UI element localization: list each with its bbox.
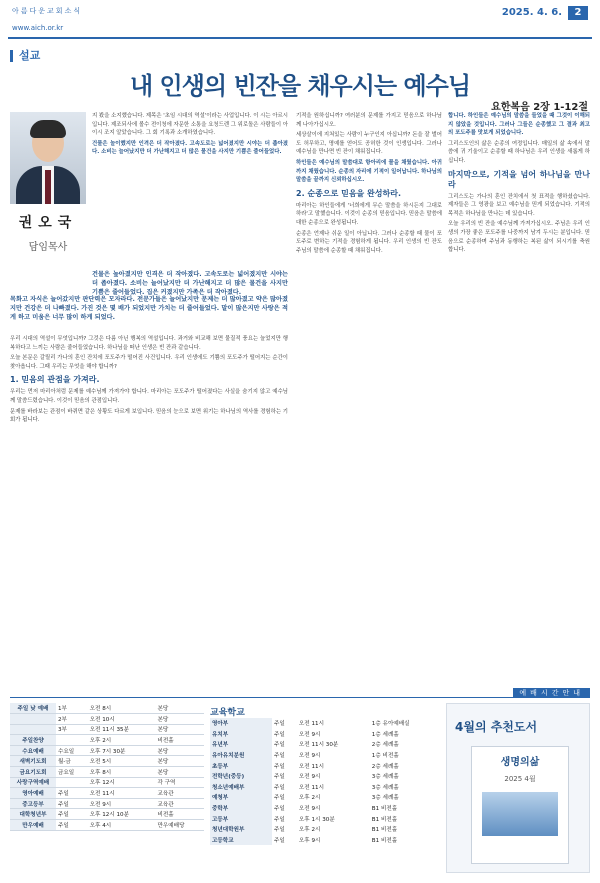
- site-url[interactable]: www.aich.or.kr: [12, 24, 64, 32]
- service-row: [10, 756, 204, 767]
- service-cell: 오전 8시: [88, 703, 156, 714]
- education-cell: 2층 세례홀: [371, 742, 399, 749]
- service-cell: 본당: [155, 714, 204, 725]
- body-paragraph: 우리 시대의 역설이 무엇입니까? 그것은 다름 아닌 행복의 역설입니다. 과거와 비교해 보면 물질적 풍요는 늘었지만 행복하다고 느끼는 사람은 줄어들었습니다. 하나님을 떠난 인생은 빈 잔과 같습니다.: [10, 336, 288, 351]
- service-row: [10, 767, 204, 778]
- service-cell: 오후 4시: [88, 820, 156, 831]
- education-cell: 오후 1시 30분: [298, 816, 335, 823]
- education-cell: 주일: [274, 827, 285, 834]
- education-row: [210, 718, 440, 729]
- service-row: [10, 745, 204, 756]
- paper-name: 아름다운교회소식: [12, 7, 83, 15]
- education-cell: 고등학교: [210, 835, 272, 846]
- education-row: [210, 792, 440, 803]
- service-row: [10, 703, 204, 714]
- service-cell: 비전홀: [155, 735, 204, 746]
- education-cell: 고등부: [210, 813, 272, 824]
- middle-column: [296, 112, 442, 682]
- education-cell: 영아부: [210, 718, 272, 729]
- intro-paragraph: 건물은 놀이했지만 인격은 더 작아졌다. 고속도로는 넓어졌지만 시야는 더 좁아졌다. 소비는 늘어났지만 더 가난해지고 더 많은 물건을 사지만 기쁨은 줄어들었다.: [92, 140, 288, 156]
- education-cell: 오후 2시: [298, 795, 321, 802]
- issue-date: 2025. 4. 6.: [501, 7, 562, 18]
- body-paragraph: 순종은 언제나 쉬운 일이 아닙니다. 그러나 순종할 때 물이 포도주로 변하는 기적을 경험하게 됩니다. 우리 인생의 빈 잔도 주님의 말씀에 순종할 때 채워집니다.: [296, 230, 442, 254]
- education-cell: 청소년예배부: [210, 782, 272, 793]
- author-name: 권오국: [18, 215, 78, 231]
- service-row: [10, 809, 204, 820]
- education-cell: 유치부: [210, 729, 272, 740]
- education-cell: 오전 9시: [298, 806, 321, 813]
- service-row: [10, 820, 204, 831]
- service-table: [10, 703, 204, 831]
- body-paragraph: 그리스도인의 삶은 순종의 여정입니다. 매일의 삶 속에서 말씀에 귀 기울이고 순종할 때 하나님은 우리 인생을 새롭게 하십니다.: [448, 140, 590, 164]
- service-row: [10, 798, 204, 809]
- body-paragraph: 그리스도는 가나의 혼인 잔치에서 첫 표적을 행하셨습니다. 제자들은 그 영광을 보고 예수님을 믿게 되었습니다. 기적의 목적은 하나님을 만나는 데 있습니다.: [448, 193, 590, 217]
- author-title: 담임목사: [28, 242, 68, 253]
- education-cell: 유년부: [210, 739, 272, 750]
- education-row: [210, 760, 440, 771]
- service-cell: 새벽기도회: [10, 756, 56, 767]
- service-cell: 대학청년부: [10, 809, 56, 820]
- education-cell: B1 비전홀: [371, 837, 398, 844]
- education-cell: 유아유치분원: [210, 750, 272, 761]
- intro-paragraph: 지 봤을 소지했습니다. 제목은 '초임 시대의 역설'이라는 사업입니다. 이 시는 아르시입니다. 제조되사에 볼수 전이청에 자문한 소통을 요청드렌 그 위로돌은 사람들이 아이시 조지 알았습니다. 그 회 기록과 소개하였습니다.: [92, 113, 288, 137]
- service-row: [10, 735, 204, 746]
- service-cell: 주일: [56, 788, 88, 799]
- schedule-bar: [10, 688, 590, 698]
- education-cell: 주일: [274, 763, 285, 770]
- education-cell: 3층 세례홀: [371, 795, 399, 802]
- service-cell: 월-금: [56, 756, 88, 767]
- education-cell: 중학부: [210, 803, 272, 814]
- education-cell: 오전 11시: [298, 784, 324, 791]
- subheading-3: 마지막으로, 기적을 넘어 하나님을 만나라: [448, 169, 590, 189]
- education-row: [210, 824, 440, 835]
- service-cell: 사랑구역예배: [10, 777, 56, 788]
- service-row: [10, 714, 204, 725]
- service-cell: 오후 12시: [88, 777, 156, 788]
- subheading-1: 1. 믿음의 관점을 가져라.: [10, 375, 100, 385]
- education-row: [210, 813, 440, 824]
- service-cell: 오후 2시: [88, 735, 156, 746]
- subheading-2: 2. 순종으로 믿음을 완성하라.: [296, 188, 402, 198]
- service-cell: 오후 7시 30분: [88, 745, 156, 756]
- education-cell: 청년대학원부: [210, 824, 272, 835]
- education-cell: 주일: [274, 731, 285, 738]
- service-row: [10, 777, 204, 788]
- service-cell: 각 구역: [155, 777, 204, 788]
- page-header: [8, 4, 592, 40]
- service-cell: 주일찬양: [10, 735, 56, 746]
- author-box: [10, 112, 86, 312]
- service-cell: 1부: [56, 703, 88, 714]
- education-cell: 주일: [274, 784, 285, 791]
- education-cell: 주일: [274, 806, 285, 813]
- education-cell: 1층 유아예배실: [371, 721, 410, 728]
- recommended-book[interactable]: [446, 703, 590, 873]
- education-cell: 주일: [274, 774, 285, 781]
- service-cell: 오전 5시: [88, 756, 156, 767]
- book-heading: 4월의 추천도서: [455, 720, 538, 734]
- education-cell: 오전 9시: [298, 731, 321, 738]
- education-cell: 주일: [274, 816, 285, 823]
- education-cell: 주일: [274, 837, 285, 844]
- education-cell: B1 비전홀: [371, 827, 398, 834]
- body-paragraph: 합니다. 하인들은 예수님의 말씀을 들었을 때 그것이 이해되지 않았을 것입니다. 그러나 그들은 순종했고 그 결과 최고의 포도주를 맛보게 되었습니다.: [448, 113, 590, 137]
- education-cell: 주일: [274, 721, 285, 728]
- education-table: [210, 718, 440, 845]
- service-row: [10, 724, 204, 735]
- right-column: [448, 112, 590, 682]
- education-row: [210, 739, 440, 750]
- education-cell: 주일: [274, 795, 285, 802]
- service-cell: 본당: [155, 767, 204, 778]
- service-cell: 만우예배당: [155, 820, 204, 831]
- education-row: [210, 750, 440, 761]
- service-cell: 주일: [56, 809, 88, 820]
- service-cell: 교육관: [155, 798, 204, 809]
- education-cell: 주일: [274, 753, 285, 760]
- education-row: [210, 835, 440, 846]
- section-label: 설교: [10, 50, 40, 62]
- service-cell: 오전 9시: [88, 798, 156, 809]
- service-cell: 본당: [155, 756, 204, 767]
- book-cover-image: [482, 792, 558, 836]
- schedule-tag: 예배시간안내: [513, 688, 590, 698]
- education-row: [210, 729, 440, 740]
- book-cover-month: 2025 4월: [504, 775, 536, 783]
- body-paragraph: 세상살이에 지쳐있는 사람이 누구인지 아십니까? 돈을 잘 벌어도 허무하고, 명예를 얻어도 공허한 것이 인생입니다. 그러나 예수님을 만나면 빈 잔이 채워집니다.: [296, 132, 442, 156]
- body-paragraph: 우리는 먼저 마리아처럼 문제를 예수님께 가져가야 합니다. 마리아는 포도주가 떨어졌다는 사실을 숨기지 않고 예수님께 말씀드렸습니다. 이것이 믿음의 관점입니다.: [10, 389, 288, 404]
- service-cell: 본당: [155, 745, 204, 756]
- service-cell: 수요예배: [10, 745, 56, 756]
- body-paragraph: 오늘 우리의 빈 잔을 예수님께 가져가십시오. 주님은 우리 인생의 가장 좋은 포도주를 나중까지 남겨 두시는 분입니다. 믿음으로 순종하며 주님과 동행하는 복된 삶이 되시기를 축원합니다.: [448, 221, 590, 254]
- education-cell: 1층 비전홀: [371, 753, 399, 760]
- service-cell: 수요일: [56, 745, 88, 756]
- service-cell: 교육관: [155, 788, 204, 799]
- service-cell: 본당: [155, 724, 204, 735]
- service-cell: 오전 11시 35분: [88, 724, 156, 735]
- page-number: 2: [568, 6, 588, 20]
- body-paragraph: 마리아는 하인들에게 '너희에게 무슨 말씀을 하시든지 그대로 하라'고 말했습니다. 이것이 순종의 믿음입니다. 믿음은 말씀에 대한 순종으로 완성됩니다.: [296, 202, 442, 226]
- service-cell: 주일: [56, 798, 88, 809]
- service-cell: 오후 12시 10분: [88, 809, 156, 820]
- scripture-reference: 요한복음 2장 1-12절: [491, 102, 588, 113]
- body-paragraph: 오늘 본문은 갈릴리 가나의 혼인 잔치에 포도주가 떨어진 사건입니다. 우리 인생에도 기쁨의 포도주가 떨어지는 순간이 찾아옵니다. 그때 우리는 무엇을 해야 합니까?: [10, 355, 288, 370]
- service-cell: [56, 735, 88, 746]
- service-cell: 오전 10시: [88, 714, 156, 725]
- education-cell: 예청부: [210, 792, 272, 803]
- education-cell: 오후 2시: [298, 827, 321, 834]
- service-cell: 주일 낮 예배: [10, 703, 56, 714]
- education-cell: 오전 11시: [298, 721, 324, 728]
- education-cell: 오후 9시: [298, 837, 321, 844]
- service-cell: 영아예배: [10, 788, 56, 799]
- book-cover[interactable]: [471, 746, 569, 864]
- sermon-title: 내 인생의 빈잔을 채우시는 예수님: [130, 72, 470, 100]
- education-row: [210, 771, 440, 782]
- education-cell: 1층 세례홀: [371, 731, 399, 738]
- service-cell: 2부: [56, 714, 88, 725]
- service-cell: [10, 724, 56, 735]
- education-cell: B1 비전홀: [371, 816, 398, 823]
- author-photo: [10, 112, 86, 204]
- service-cell: [10, 714, 56, 725]
- education-cell: 오전 11시: [298, 763, 324, 770]
- education-cell: 오전 9시: [298, 753, 321, 760]
- education-title: 교육학교: [210, 708, 245, 718]
- service-row: [10, 788, 204, 799]
- education-cell: 오전 9시: [298, 774, 321, 781]
- header-rule: [8, 37, 592, 39]
- education-cell: 3층 세례홀: [371, 784, 399, 791]
- service-cell: [56, 777, 88, 788]
- pull-quote: 건물은 높아졌지만 인격은 더 작아졌다. 고속도로는 넓어졌지만 시야는 더 좁아졌다. 소비는 늘어났지만 더 가난해지고 더 많은 물건을 사지만 기쁨은 줄어들었다. 집은 커졌지만 가족은 더 작아졌다.: [92, 271, 288, 296]
- service-cell: 본당: [155, 703, 204, 714]
- book-cover-title: 생명의삶: [500, 757, 540, 768]
- service-cell: 금요기도회: [10, 767, 56, 778]
- service-cell: 금요일: [56, 767, 88, 778]
- body-paragraph: 하인들은 예수님의 말씀대로 항아리에 물을 채웠습니다. 아귀까지 채웠습니다. 순종의 자리에 기적이 일어납니다. 하나님의 말씀을 끝까지 신뢰하십시오.: [296, 159, 442, 184]
- service-cell: 3부: [56, 724, 88, 735]
- service-cell: 주일: [56, 820, 88, 831]
- body-paragraph: 문제를 바라보는 관점이 바뀌면 같은 상황도 다르게 보입니다. 믿음의 눈으로 보면 위기는 하나님의 역사를 경험하는 기회가 됩니다.: [10, 408, 288, 424]
- education-cell: 초등부: [210, 760, 272, 771]
- body-paragraph: 기적을 원하십니까? 여러분의 문제를 가지고 믿음으로 하나님께 나아가십시오.: [296, 113, 442, 128]
- left-column: [10, 335, 288, 683]
- service-cell: 오후 8시: [88, 767, 156, 778]
- education-cell: 오전 11시 30분: [298, 742, 339, 749]
- education-cell: 주일: [274, 742, 285, 749]
- intro-column: [92, 112, 288, 268]
- service-cell: 오전 11시: [88, 788, 156, 799]
- education-row: [210, 803, 440, 814]
- service-cell: 만우예배: [10, 820, 56, 831]
- education-cell: 2층 세례홀: [371, 763, 399, 770]
- schedule-rule: [10, 697, 590, 698]
- education-cell: 3층 세례홀: [371, 774, 399, 781]
- education-cell: 전학년(중등): [210, 771, 272, 782]
- education-row: [210, 782, 440, 793]
- service-cell: 중고등부: [10, 798, 56, 809]
- service-cell: 비전홀: [155, 809, 204, 820]
- education-cell: B1 비전홀: [371, 806, 398, 813]
- lead-paragraph: 목화고 자식은 늘어갔지만 판단력은 모자라다. 전문가들은 늘어났지만 문제는 더 많아졌고 약은 많아졌지만 건강은 더 나빠졌다. 가진 것은 몇 배가 되었지만 가치는 더 줄어들었다. 말이 많은지만 사랑은 적게 하고 미움은 너무 많이 하게 되었다.: [10, 296, 288, 321]
